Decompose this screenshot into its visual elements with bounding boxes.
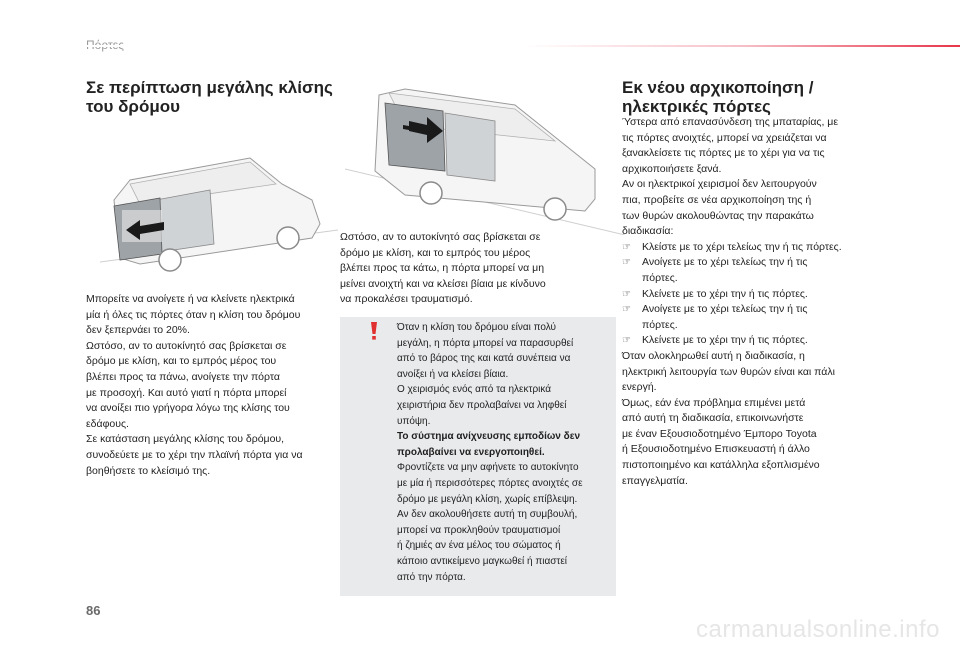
step-line: Ανοίγετε με το χέρι τελείως την ή τις	[642, 303, 808, 316]
body-line: εδάφους.	[86, 417, 129, 430]
right-heading	[622, 78, 892, 116]
warning-line: κάποιο αντικείμενο μαγκωθεί ή πιαστεί	[397, 555, 568, 567]
warning-line: Αν δεν ακολουθήσετε αυτή τη συμβουλή,	[397, 509, 578, 521]
right-heading-line: Εκ νέου αρχικοποίηση /	[622, 78, 814, 97]
left-heading-line: του δρόμου	[86, 97, 181, 116]
step-line: Κλείστε με το χέρι τελείως την ή τις πόρτες.	[642, 240, 842, 253]
body-line: πιστοποιημένο και κατάλληλα εξοπλισμένο	[622, 459, 820, 472]
body-line: ή Εξουσιοδοτημένο Επισκευαστή ή άλλο	[622, 443, 810, 456]
body-line: να ανοίξει πιο γρήγορα λόγω της κλίσης του	[86, 402, 290, 415]
warning-line: υπόψη.	[397, 415, 431, 427]
van-downhill-illustration	[345, 85, 625, 235]
body-line: Όταν ολοκληρωθεί αυτή η διαδικασία, η	[622, 349, 805, 362]
left-heading-line: Σε περίπτωση μεγάλης κλίσης	[86, 78, 333, 97]
watermark: carmanualsonline.info	[696, 616, 940, 643]
warning-line: μεγάλη, η πόρτα μπορεί να παρασυρθεί	[397, 337, 574, 349]
body-line: Ωστόσο, αν το αυτοκίνητό σας βρίσκεται σε	[86, 339, 287, 352]
left-heading	[86, 78, 336, 116]
body-line: Ύστερα από επανασύνδεση της μπαταρίας, με	[622, 116, 839, 128]
body-line: βοηθήσετε το κλείσιμό της.	[86, 464, 211, 477]
body-line: ξανακλείσετε τις πόρτες με το χέρι για να τις	[622, 147, 825, 160]
list-item	[622, 255, 896, 286]
warning-line: ή ζημιές αν ένα μέλος του σώματος ή	[397, 540, 561, 552]
body-line: δρόμο με κλίση, και το εμπρός μέρος του	[86, 355, 277, 368]
step-line: πόρτες.	[642, 318, 678, 331]
body-line: ηλεκτρική λειτουργία των θυρών είναι και πάλι	[622, 365, 835, 378]
body-line: μείνει ανοιχτή και να κλείσει βίαια με κίνδυνο	[340, 277, 546, 290]
body-line: να προκαλέσει τραυματισμό.	[340, 293, 473, 306]
body-line: με έναν Εξουσιοδοτημένο Έμπορο Toyota	[622, 427, 817, 440]
pointing-hand-icon: ☞	[622, 304, 631, 316]
warning-bold-line: Το σύστημα ανίχνευσης εμποδίων δεν	[397, 431, 581, 443]
body-line: βλέπει προς τα κάτω, η πόρτα μπορεί να μη	[340, 262, 545, 275]
body-line: διαδικασία:	[622, 225, 674, 238]
body-line: βλέπει προς τα πάνω, ανοίγετε την πόρτα	[86, 370, 280, 383]
warning-line: με μία ή περισσότερες πόρτες ανοιχτές σε	[397, 477, 583, 489]
step-line: πόρτες.	[642, 271, 678, 284]
pointing-hand-icon: ☞	[622, 335, 631, 347]
body-line: δρόμο με κλίση, και το εμπρός του μέρος	[340, 246, 531, 259]
body-line: δεν ξεπερνάει το 20%.	[86, 324, 190, 337]
pointing-hand-icon: ☞	[622, 288, 631, 300]
step-line: Ανοίγετε με το χέρι τελείως την ή τις	[642, 256, 808, 269]
body-line: με προσοχή. Και αυτό γιατί η πόρτα μπορεί	[86, 386, 287, 399]
middle-body	[340, 230, 616, 308]
warning-line: Φροντίζετε να μην αφήνετε το αυτοκίνητο	[397, 462, 579, 474]
pointing-hand-icon: ☞	[622, 257, 631, 269]
body-line: Αν οι ηλεκτρικοί χειρισμοί δεν λειτουργούν	[622, 178, 817, 191]
left-body	[86, 292, 336, 479]
body-line: Ωστόσο, αν το αυτοκίνητό σας βρίσκεται σε	[340, 231, 541, 243]
body-line: Όμως, εάν ένα πρόβλημα επιμένει μετά	[622, 396, 806, 409]
list-item	[622, 302, 896, 333]
body-line: Μπορείτε να ανοίγετε ή να κλείνετε ηλεκτρικά	[86, 293, 295, 305]
right-heading-line: ηλεκτρικές πόρτες	[622, 97, 771, 116]
body-line: επαγγελματία.	[622, 474, 688, 487]
body-line: πια, προβείτε σε νέα αρχικοποίηση της ή	[622, 193, 812, 206]
body-line: Σε κατάσταση μεγάλης κλίσης του δρόμου,	[86, 433, 285, 446]
warning-bold-line: προλαβαίνει να ενεργοποιηθεί.	[397, 446, 545, 458]
body-line: από αυτή τη διαδικασία, επικοινωνήστε	[622, 412, 804, 425]
body-line: αρχικοποιήσετε ξανά.	[622, 162, 722, 175]
warning-line: Ο χειρισμός ενός από τα ηλεκτρικά	[397, 384, 552, 396]
warning-text	[397, 320, 611, 585]
step-line: Κλείνετε με το χέρι την ή τις πόρτες.	[642, 287, 808, 300]
body-line: ενεργή.	[622, 381, 657, 394]
warning-line: δρόμο με μεγάλη κλίση, χωρίς επίβλεψη.	[397, 493, 578, 505]
step-line: Κλείνετε με το χέρι την ή τις πόρτες.	[642, 334, 808, 347]
header-rule	[86, 45, 960, 47]
warning-line: ανοίξει ή να κλείσει βίαια.	[397, 368, 509, 380]
body-line: μία ή όλες τις πόρτες όταν η κλίση του δρόμου	[86, 308, 301, 321]
warning-line: από την πόρτα.	[397, 571, 466, 583]
warning-line: χειριστήρια δεν προλαβαίνει να ληφθεί	[397, 399, 567, 411]
body-line: τις πόρτες ανοιχτές, μπορεί να χρειάζεται να	[622, 131, 827, 144]
pointing-hand-icon: ☞	[622, 241, 631, 253]
exclamation-icon	[369, 322, 379, 340]
right-body	[622, 115, 896, 489]
list-item	[622, 333, 896, 349]
list-item	[622, 287, 896, 303]
warning-line: Όταν η κλίση του δρόμου είναι πολύ	[397, 322, 557, 333]
list-item	[622, 240, 896, 256]
page-number: 86	[86, 603, 101, 618]
van-uphill-illustration	[100, 140, 338, 280]
body-line: των θυρών ακολουθώντας την παρακάτω	[622, 209, 814, 222]
warning-line: από το βάρος της και κατά συνέπεια να	[397, 353, 571, 365]
body-line: συνοδεύετε με το χέρι την πλαϊνή πόρτα για να	[86, 448, 303, 461]
warning-line: μπορεί να προκληθούν τραυματισμοί	[397, 524, 561, 536]
